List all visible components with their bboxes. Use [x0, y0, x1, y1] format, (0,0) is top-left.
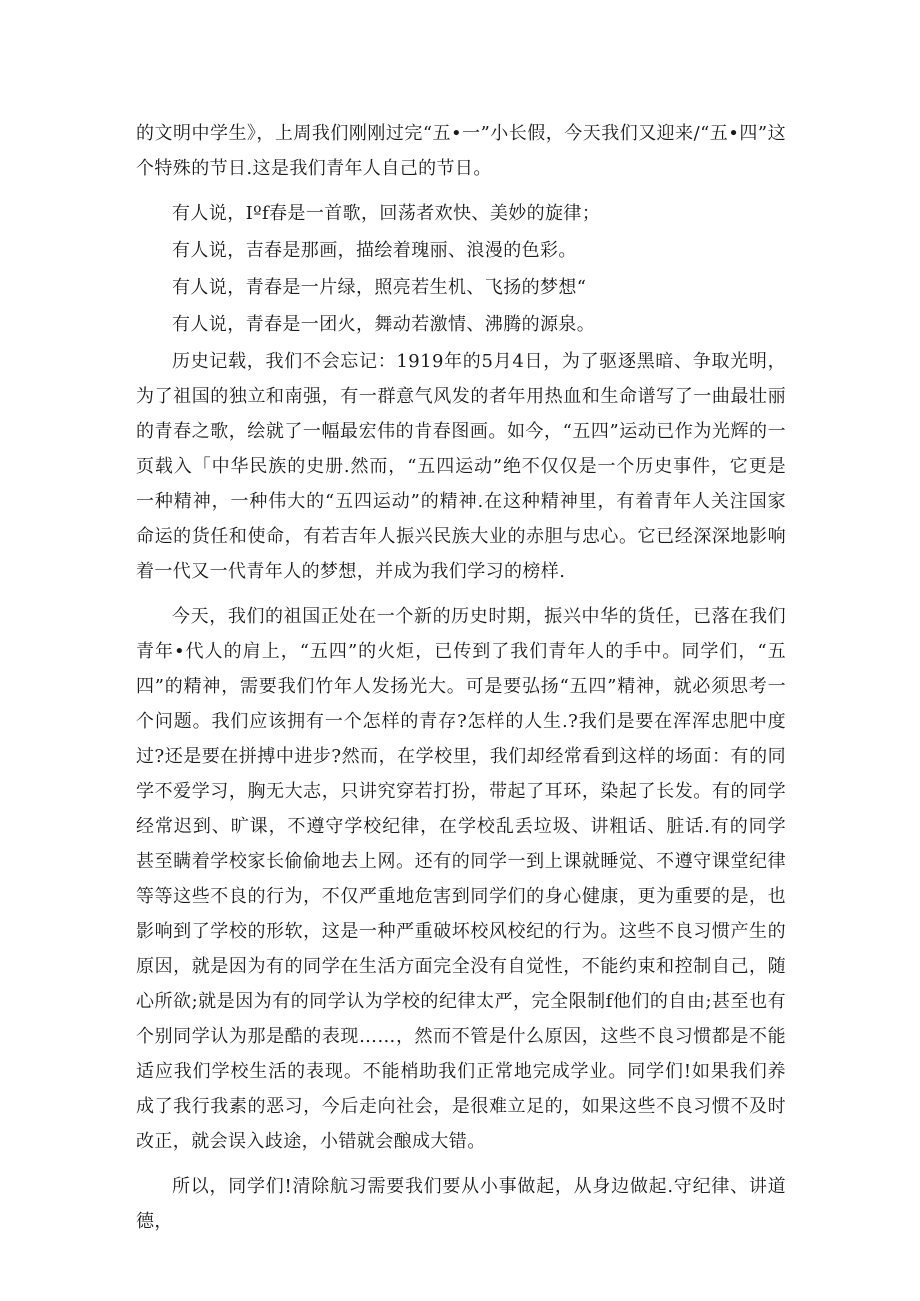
paragraph-youth-fire: 有人说，青春是一团火，舞动若激情、沸腾的源泉。 [172, 314, 596, 335]
paragraph-conclusion: 所以，同学们!清除航习需要我们要从小事做起，从身边做起.守纪律、讲道德， [136, 1176, 786, 1232]
paragraph-history: 历史记载，我们不会忘记：1919年的5月4日，为了驱逐黑暗、争取光明，为了祖国的独立和南强，有一群意气风发的者年用热血和生命谱写了一曲最壮丽的青春之歌，绘就了一幅最宏伟的肯春图画。如今，“五四”运动已作为光辉的一页载入「中华民族的史册.然而，“五四运动”绝不仅仅是一个历史事件，它更是一种精神，一种伟大的“五四运动”的精神.在这种精神里，有着青年人关注国家命运的货任和使命，有若吉年人振兴民族大业的赤胆与忠心。它已经深深地影响着一代又一代青年人的梦想，并成为我们学习的榜样. [136, 351, 786, 582]
paragraph-youth-song: 有人说，Iºf春是一首歌，回荡者欢快、美妙的旋律； [172, 203, 601, 224]
paragraph-today: 今天，我们的祖国正处在一个新的历史时期，振兴中华的货任，已落在我们青年•代人的肩上，“五四”的火炬，已传到了我们青年人的手中。同学们，“五四”的精神，需要我们竹年人发扬光大。可是要弘扬“五四”精神，就必须思考一个问题。我们应该拥有一个怎样的青存?怎样的人生.?我们是要在浑浑忠肥中度过?还是要在拼搏中进步?然而，在学校里，我们却经常看到这样的场面：有的同学不爱学习，胸无大志，只讲究穿若打扮，带起了耳环，染起了长发。有的同学经常迟到、旷课，不遵守学校纪律，在学校乱丢垃圾、讲粗话、脏话.有的同学甚至瞒着学校家长偷偷地去上网。还有的同学一到上课就睡觉、不遵守课堂纪律等等这些不良的行为，不仅严重地危害到同学们的身心健康，更为重要的是，也影响到了学校的形软，这是一种严重破坏校风校纪的行为。这些不良习惯产生的原因，就是因为有的同学在生活方面完全没有自觉性，不能约束和控制自己，随心所欲;就是因为有的同学认为学校的纪律太严，完全限制f他们的自由;甚至也有个别同学认为那是酷的表现……，然而不管是什么原因，这些不良习惯都是不能适应我们学校生活的表现。不能梢助我们正常地完成学业。同学们!如果我们养成了我行我素的恶习，今后走向社会，是很难立足的，如果这些不良习惯不及时改正，就会误入歧途，小错就会酿成大错。 [136, 606, 786, 1152]
document-body [136, 116, 786, 1249]
paragraph-intro: 的文明中学生》，上周我们刚刚过完“五•一”小长假，今天我们又迎来/“五•四”这个特殊的节日.这是我们青年人自己的节日。 [136, 123, 786, 179]
paragraph-youth-green: 有人说，青春是一片绿，照亮若生机、飞扬的梦想“ [172, 277, 587, 298]
paragraph-youth-painting: 有人说，吉春是那画，描绘着瑰丽、浪漫的色彩。 [172, 240, 577, 261]
